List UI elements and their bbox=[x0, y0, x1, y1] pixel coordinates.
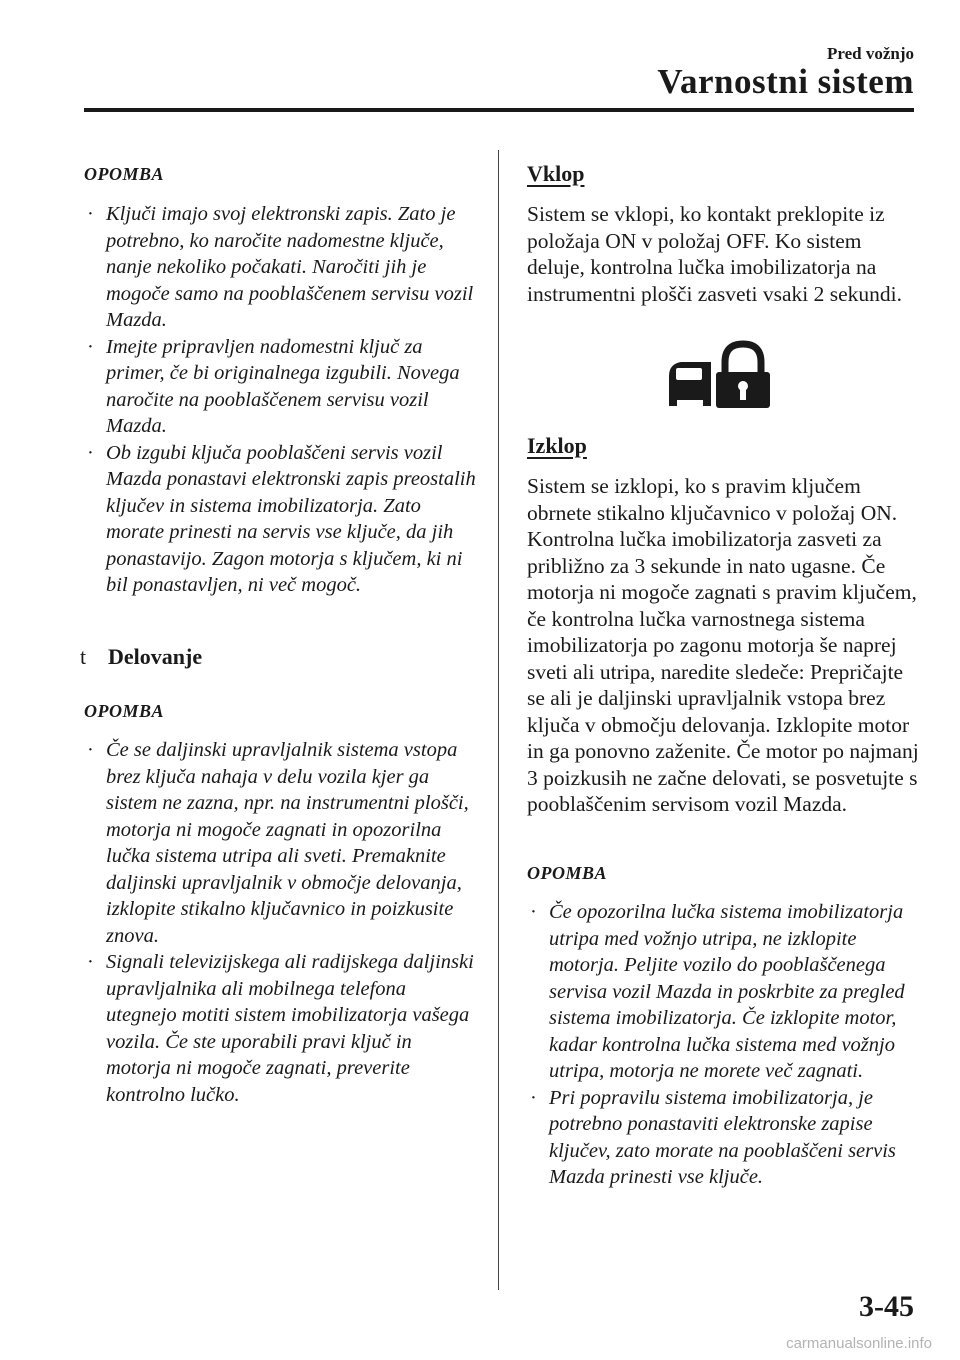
immobilizer-indicator-icon bbox=[663, 340, 773, 410]
page-number: 3-45 bbox=[859, 1290, 914, 1323]
note-item: · Pri popravilu sistema imobilizatorja, je potrebno ponastaviti elektronske zapise ključev, zato morate na pooblaščeni servis Mazda prinesti vse ključe. bbox=[530, 1086, 896, 1188]
chapter-title: Varnostni sistem bbox=[657, 62, 914, 101]
column-divider bbox=[498, 150, 499, 1290]
section-title: Pred vožnjo bbox=[826, 44, 914, 63]
header-rule bbox=[84, 108, 914, 112]
note-list bbox=[84, 737, 480, 1108]
note-list bbox=[84, 201, 480, 599]
note-label: OPOMBA bbox=[84, 701, 165, 721]
section-marker: t bbox=[80, 644, 87, 669]
izklop-heading: Izklop bbox=[527, 433, 587, 458]
watermark: carmanualsonline.info bbox=[786, 1335, 932, 1352]
vklop-heading: Vklop bbox=[527, 161, 585, 186]
page-header bbox=[0, 0, 960, 120]
note-item: · Če se daljinski upravljalnik sistema vstopa brez ključa nahaja v delu vozila kjer ga sistem ne zazna, npr. na instrumentni plošči, motorja ni mogoče zagnati in opozorilna lučka sistema utripa ali sveti. Premaknite daljinski upravljalnik v območje delovanja, izklopite stikalno ključavnico in poizkusite znova. bbox=[87, 739, 469, 947]
izklop-text: Sistem se izklopi, ko s pravim ključem obrnete stikalno ključavnico v položaj ON. Kontrolna lučka imobilizatorja zasveti za približno za 3 sekunde in nato ugasne. Če motorja ni mogoče zagnati s pravim ključem, če kontrolna lučka varnostnega sistema imobilizatorja po zagonu motorja še naprej sveti ali utripa, naredite sledeče: Prepričajte se ali je daljinski upravljalnik vstopa brez ključa v območju delovanja. Izklopite motor in ga ponovno zaženite. Če motor po najmanj 3 poizkusih ne začne delovati, se posvetujte s pooblaščenim servisom vozil Mazda. bbox=[527, 474, 919, 816]
note-item: · Ob izgubi ključa pooblaščeni servis vozil Mazda ponastavi elektronski zapis preostalih ključev in sistema imobilizatorja. Zato morate prinesti na servis vse ključe, da jih ponastavijo. Zagon motorja s ključem, ki ni bil ponastavljen, ni več mogoč. bbox=[87, 441, 476, 596]
note-item: · Imejte pripravljen nadomestni ključ za primer, če bi originalnega izgubili. Novega naročite na pooblaščenem servisu vozil Mazda. bbox=[87, 335, 460, 437]
section-heading-text: Delovanje bbox=[108, 644, 203, 669]
note-label: OPOMBA bbox=[527, 863, 608, 883]
note-item: · Če opozorilna lučka sistema imobilizatorja utripa med vožnjo utripa, ne izklopite motorja. Peljite vozilo do pooblaščenega servisa vozil Mazda in poskrbite za pregled sistema imobilizatorja. Če izklopite motor, kadar kontrolna lučka sistema med vožnjo utripa, motorja ne morete več zagnati. bbox=[530, 901, 905, 1082]
section-heading bbox=[80, 644, 202, 670]
note-item: · Ključi imajo svoj elektronski zapis. Zato je potrebno, ko naročite nadomestne ključe, nanje nekoliko počakati. Naročiti jih je mogoče samo na pooblaščenem servisu vozil Mazda. bbox=[87, 203, 474, 331]
note-label: OPOMBA bbox=[84, 164, 165, 184]
vklop-text: Sistem se vklopi, ko kontakt preklopite iz položaja ON v položaj OFF. Ko sistem deluje, kontrolna lučka imobilizatorja na instrumentni plošči zasveti vsaki 2 sekundi. bbox=[527, 202, 903, 306]
note-item: · Signali televizijskega ali radijskega daljinski upravljalnika ali mobilnega telefona utegnejo motiti sistem imobilizatorja vašega vozila. Če ste uporabili pravi ključ in motorja ni mogoče zagnati, preverite kontrolno lučko. bbox=[87, 951, 474, 1106]
note-list bbox=[527, 899, 919, 1191]
